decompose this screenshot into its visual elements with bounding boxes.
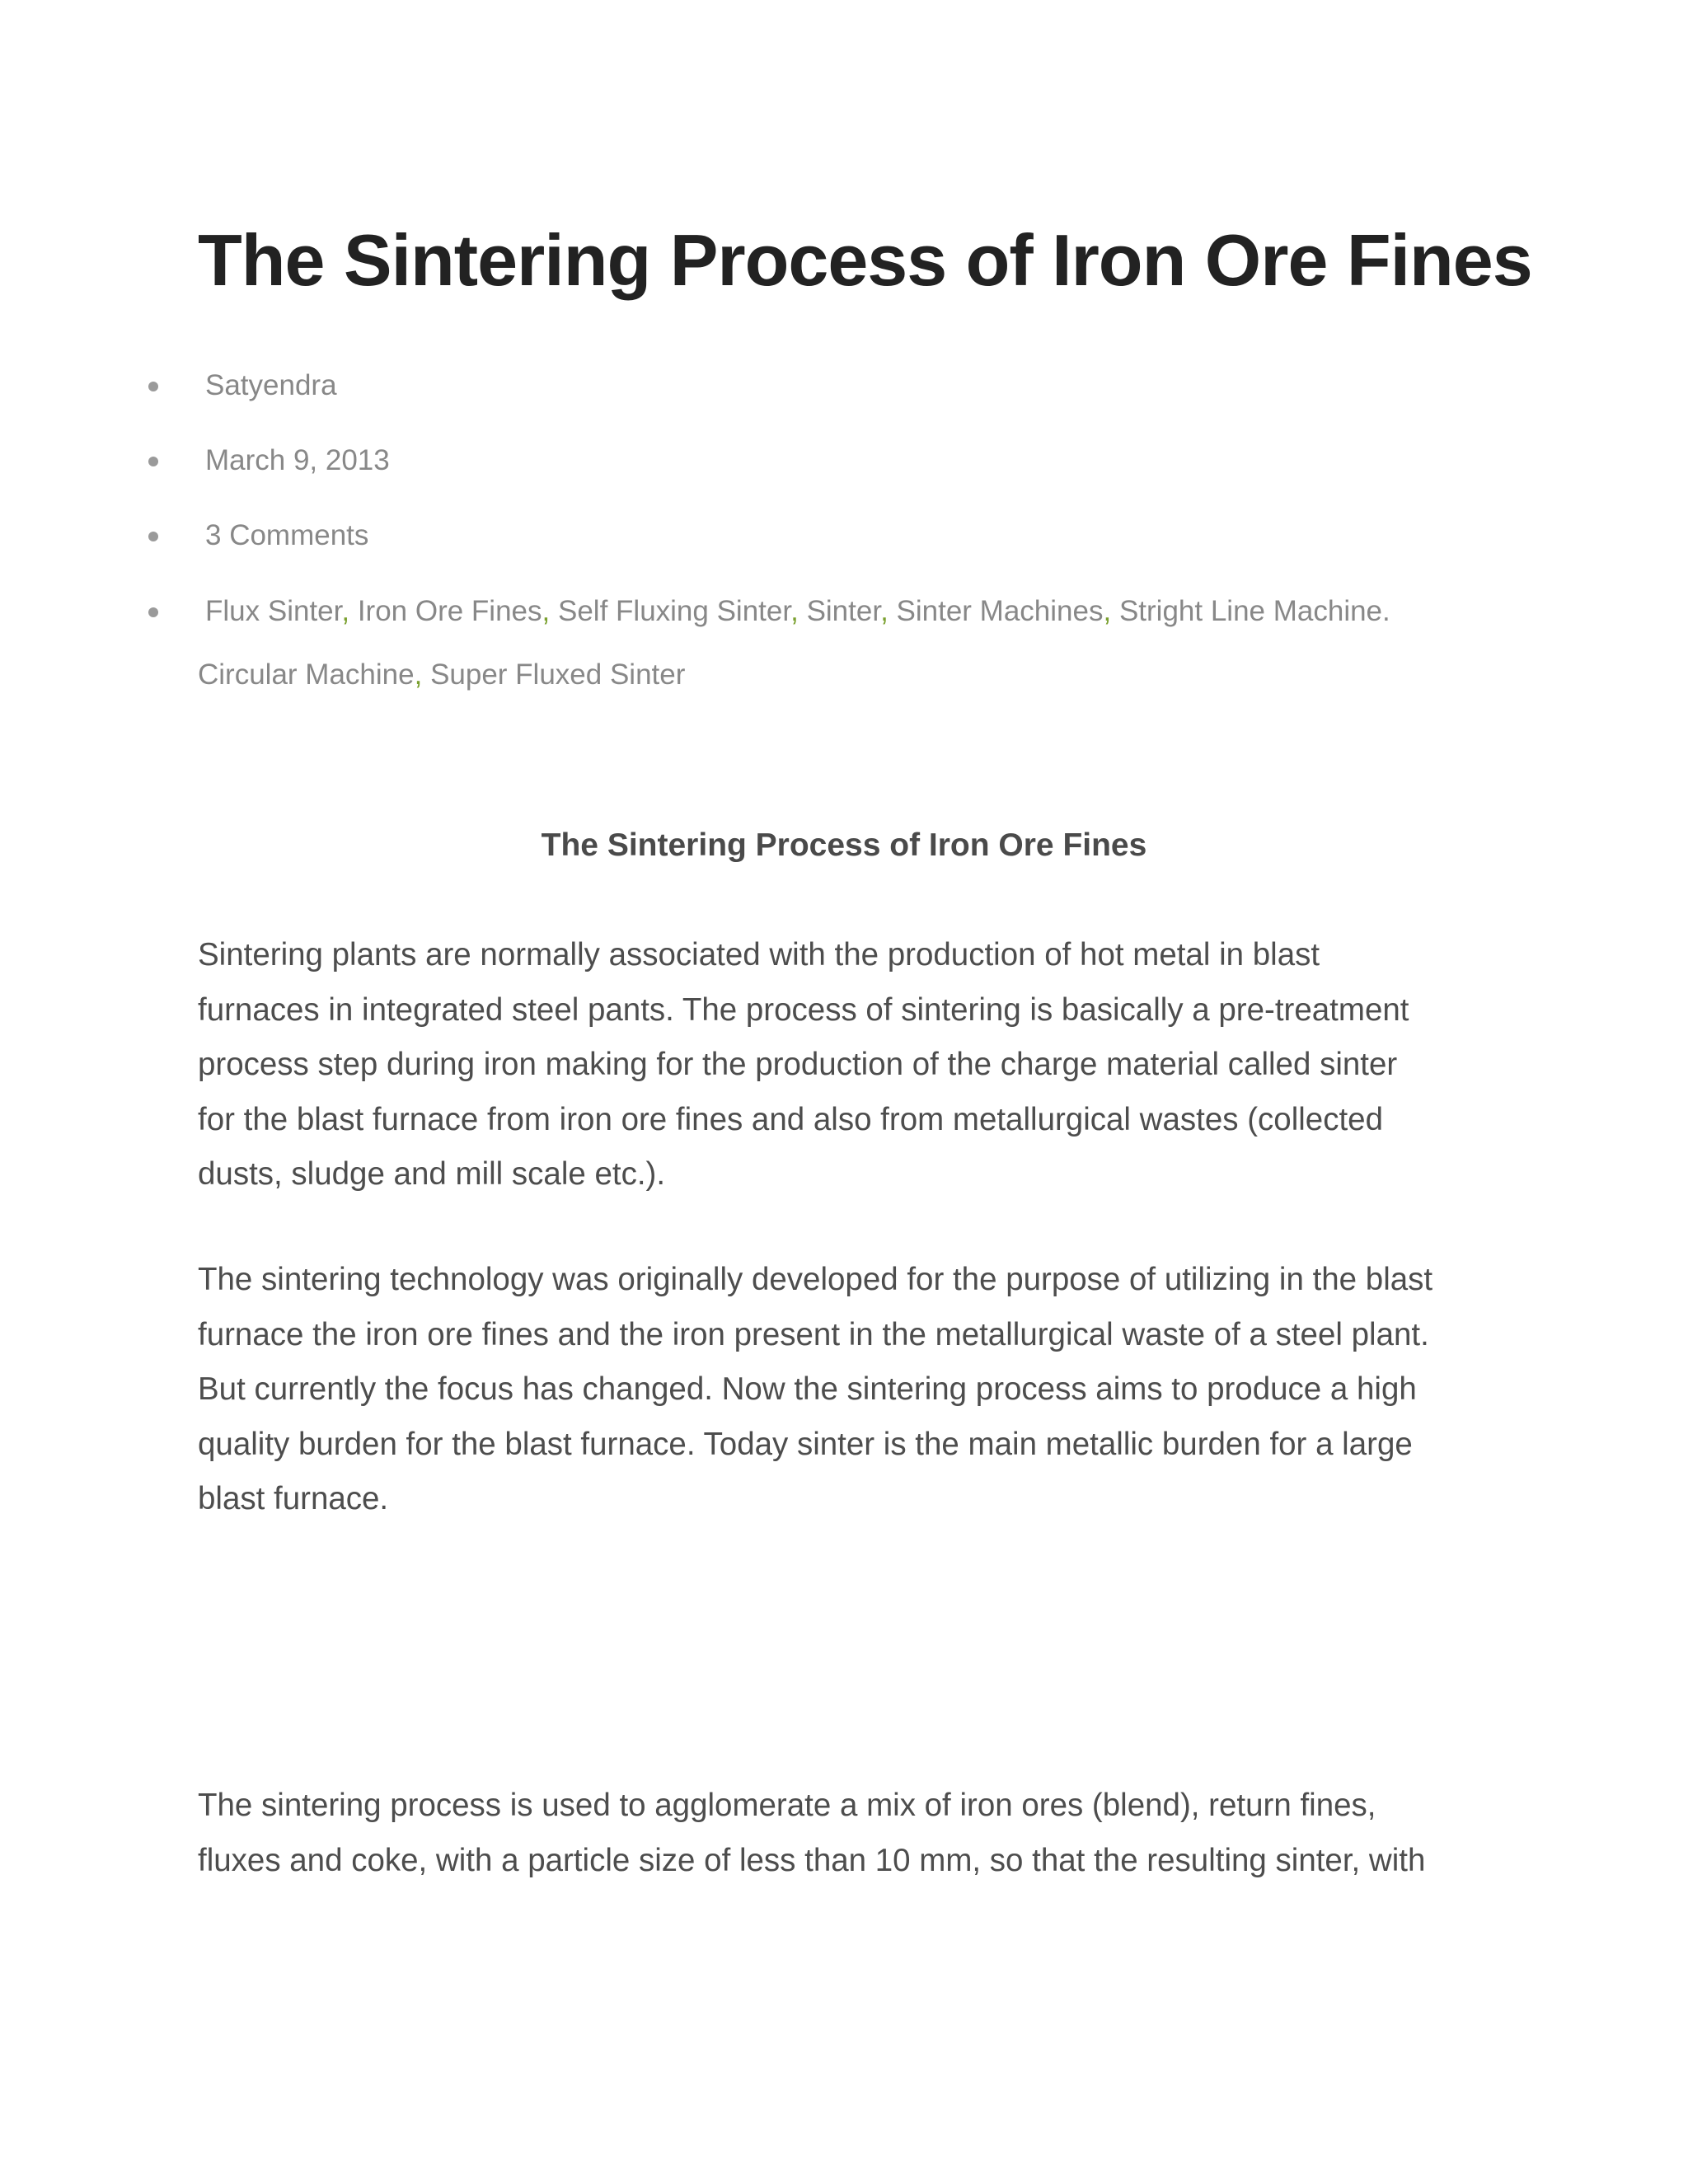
- tag-link[interactable]: Sinter Machines: [896, 595, 1104, 627]
- bullet-icon: [148, 382, 158, 391]
- tag-link[interactable]: Stright Line Machine.: [1118, 595, 1390, 627]
- tag-link[interactable]: Super Fluxed Sinter: [430, 658, 686, 691]
- article-subheading: The Sintering Process of Iron Ore Fines: [541, 827, 1147, 863]
- tag-separator: ,: [880, 595, 889, 627]
- text-line: dusts, sludge and mill scale etc.).: [198, 1156, 666, 1192]
- tag-link[interactable]: Self Fluxing Sinter: [558, 595, 791, 627]
- tag-separator: ,: [1103, 595, 1112, 627]
- bullet-icon: [148, 532, 158, 541]
- tag-link[interactable]: Sinter: [806, 595, 881, 627]
- text-line: process step during iron making for the production of the charge material called sinter: [198, 1047, 1398, 1082]
- text-line: Sintering plants are normally associated with the production of hot metal in blast: [198, 937, 1320, 972]
- body-paragraph: [198, 1779, 1533, 1888]
- comments-link[interactable]: 3 Comments: [205, 519, 369, 551]
- text-line: The sintering technology was originally developed for the purpose of utilizing in the blast: [198, 1262, 1433, 1297]
- tag-separator: ,: [790, 595, 799, 627]
- page-title: The Sintering Process of Iron Ore Fines: [198, 219, 1532, 301]
- text-line: But currently the focus has changed. Now the sintering process aims to produce a high: [198, 1371, 1417, 1407]
- tags-line-1: [205, 597, 1390, 626]
- body-paragraph: [198, 928, 1533, 1202]
- text-line: quality burden for the blast furnace. Today sinter is the main metallic burden for a large: [198, 1426, 1413, 1462]
- tag-separator: ,: [341, 595, 350, 627]
- text-line: The sintering process is used to agglomerate a mix of iron ores (blend), return fines,: [198, 1788, 1376, 1823]
- tag-separator: ,: [414, 658, 423, 691]
- tag-link[interactable]: Circular Machine: [198, 658, 415, 691]
- text-line: fluxes and coke, with a particle size of less than 10 mm, so that the resulting sinter, with: [198, 1842, 1426, 1878]
- body-paragraph: [198, 1253, 1533, 1527]
- tag-link[interactable]: Flux Sinter: [205, 595, 342, 627]
- tags-line-2: [198, 660, 685, 689]
- author-link[interactable]: Satyendra: [205, 369, 337, 401]
- date-link[interactable]: March 9, 2013: [205, 444, 390, 476]
- bullet-icon: [148, 607, 158, 617]
- bullet-icon: [148, 457, 158, 466]
- text-line: furnace the iron ore fines and the iron present in the metallurgical waste of a steel plant.: [198, 1316, 1429, 1352]
- text-line: for the blast furnace from iron ore fines and also from metallurgical wastes (collected: [198, 1101, 1383, 1137]
- text-line: furnaces in integrated steel pants. The process of sintering is basically a pre-treatment: [198, 991, 1409, 1028]
- text-line: blast furnace.: [198, 1481, 389, 1516]
- tag-link[interactable]: Iron Ore Fines: [357, 595, 542, 627]
- tag-separator: ,: [542, 595, 551, 627]
